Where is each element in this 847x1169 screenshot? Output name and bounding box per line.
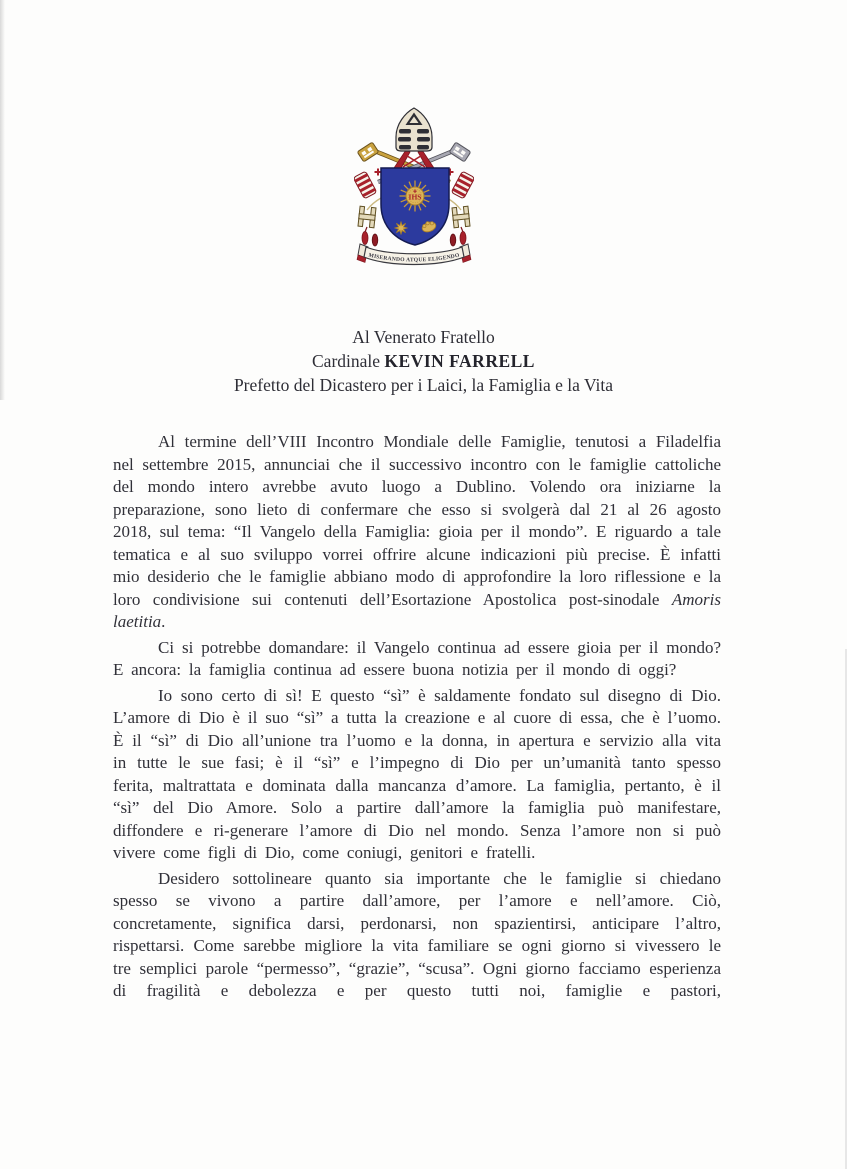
papal-coat-of-arms <box>354 106 474 274</box>
recipient-line-2 <box>0 349 847 373</box>
recipient-block <box>0 325 847 397</box>
paragraph-text-run: . <box>161 612 166 631</box>
right-cuff-ornament <box>447 169 475 199</box>
paragraph-text-run: Al termine dell’VIII Incontro Mondiale delle Famiglie, tenutosi a Filadelfia nel settembre 2015, annunciai che il successivo incontro con le famiglie cattoliche del mondo intero avrebbe avuto luogo a Dublino. Volendo ora iniziarne la preparazione, sono lieto di confermare che esso si svolgerà dal 21 al 26 agosto 2018, sul tema: “Il Vangelo della Famiglia: gioia per il mondo”. E riguardo a tale tematica e al suo sviluppo vorrei offrire alcune indicazioni più precise. È infatti mio desiderio che le famiglie abbiano modo di approfondire la loro riflessione e la loro condivisione sui contenuti dell’Esortazione Apostolica post-sinodale <box>113 432 721 609</box>
letter-paragraph <box>113 431 721 634</box>
paragraph-text-run: Io sono certo di sì! E questo “sì” è saldamente fondato sul disegno di Dio. L’amore di Dio è il suo “sì” a tutta la creazione e al cuore di essa, che è l’uomo. È il “sì” di Dio all’unione tra l’uomo e la donna, in apertura e servizio alla vita in tutte le sue fasi; è il “sì” e l’impegno di Dio per un’umanità tanto spesso ferita, maltrattata e dominata dalla mancanza d’amore. La famiglia, pertanto, è il “sì” del Dio Amore. Solo a partire dall’amore la famiglia può manifestare, diffondere e ri-generare l’amore di Dio nel mondo. Senza l’amore non si può vivere come figli di Dio, come coniugi, genitori e fratelli. <box>113 685 721 862</box>
recipient-line-3: Prefetto del Dicastero per i Laici, la Famiglia e la Vita <box>233 375 614 395</box>
left-cuff-ornament <box>354 169 382 199</box>
motto-banner <box>357 244 471 265</box>
mitre-icon <box>396 108 432 151</box>
paragraph-text-run: Amoris laetitia <box>113 589 721 631</box>
papal-coat-of-arms-icon <box>354 106 474 274</box>
recipient-name: KEVIN FARRELL <box>384 351 535 371</box>
ihs-monogram: IHS <box>408 192 422 202</box>
paragraph-text-run: Desidero sottolineare quanto sia importante che le famiglie si chiedano spesso se vivono a partire dall’amore, per l’amore e nell’amore. Ciò, concretamente, significa darsi, perdonarsi, non spazientirsi, anticipare l’altro, rispettarsi. Come sarebbe migliore la vita familiare se ogni giorno si vivessero le tre semplici parole “permesso”, “grazie”, “scusa”. Ogni giorno facciamo esperienza di fragilità e debolezza e per questo tutti noi, famiglie e pastori, <box>113 868 721 1000</box>
letter-paragraph <box>113 685 721 865</box>
paragraph-text-run: Ci si potrebbe domandare: il Vangelo continua ad essere gioia per il mondo? E ancora: la famiglia continua ad essere buona notizia per il mondo di oggi? <box>113 637 721 679</box>
letter-paragraph <box>113 637 721 682</box>
star-icon <box>395 222 408 235</box>
recipient-line-1: Al Venerato Fratello <box>352 327 495 347</box>
motto-text: MISERANDO ATQUE ELIGENDO <box>367 252 461 264</box>
recipient-title: Cardinale <box>312 351 385 371</box>
ihs-sun-emblem <box>400 181 431 212</box>
letter-body <box>113 431 721 1006</box>
letter-paragraph <box>113 868 721 1003</box>
